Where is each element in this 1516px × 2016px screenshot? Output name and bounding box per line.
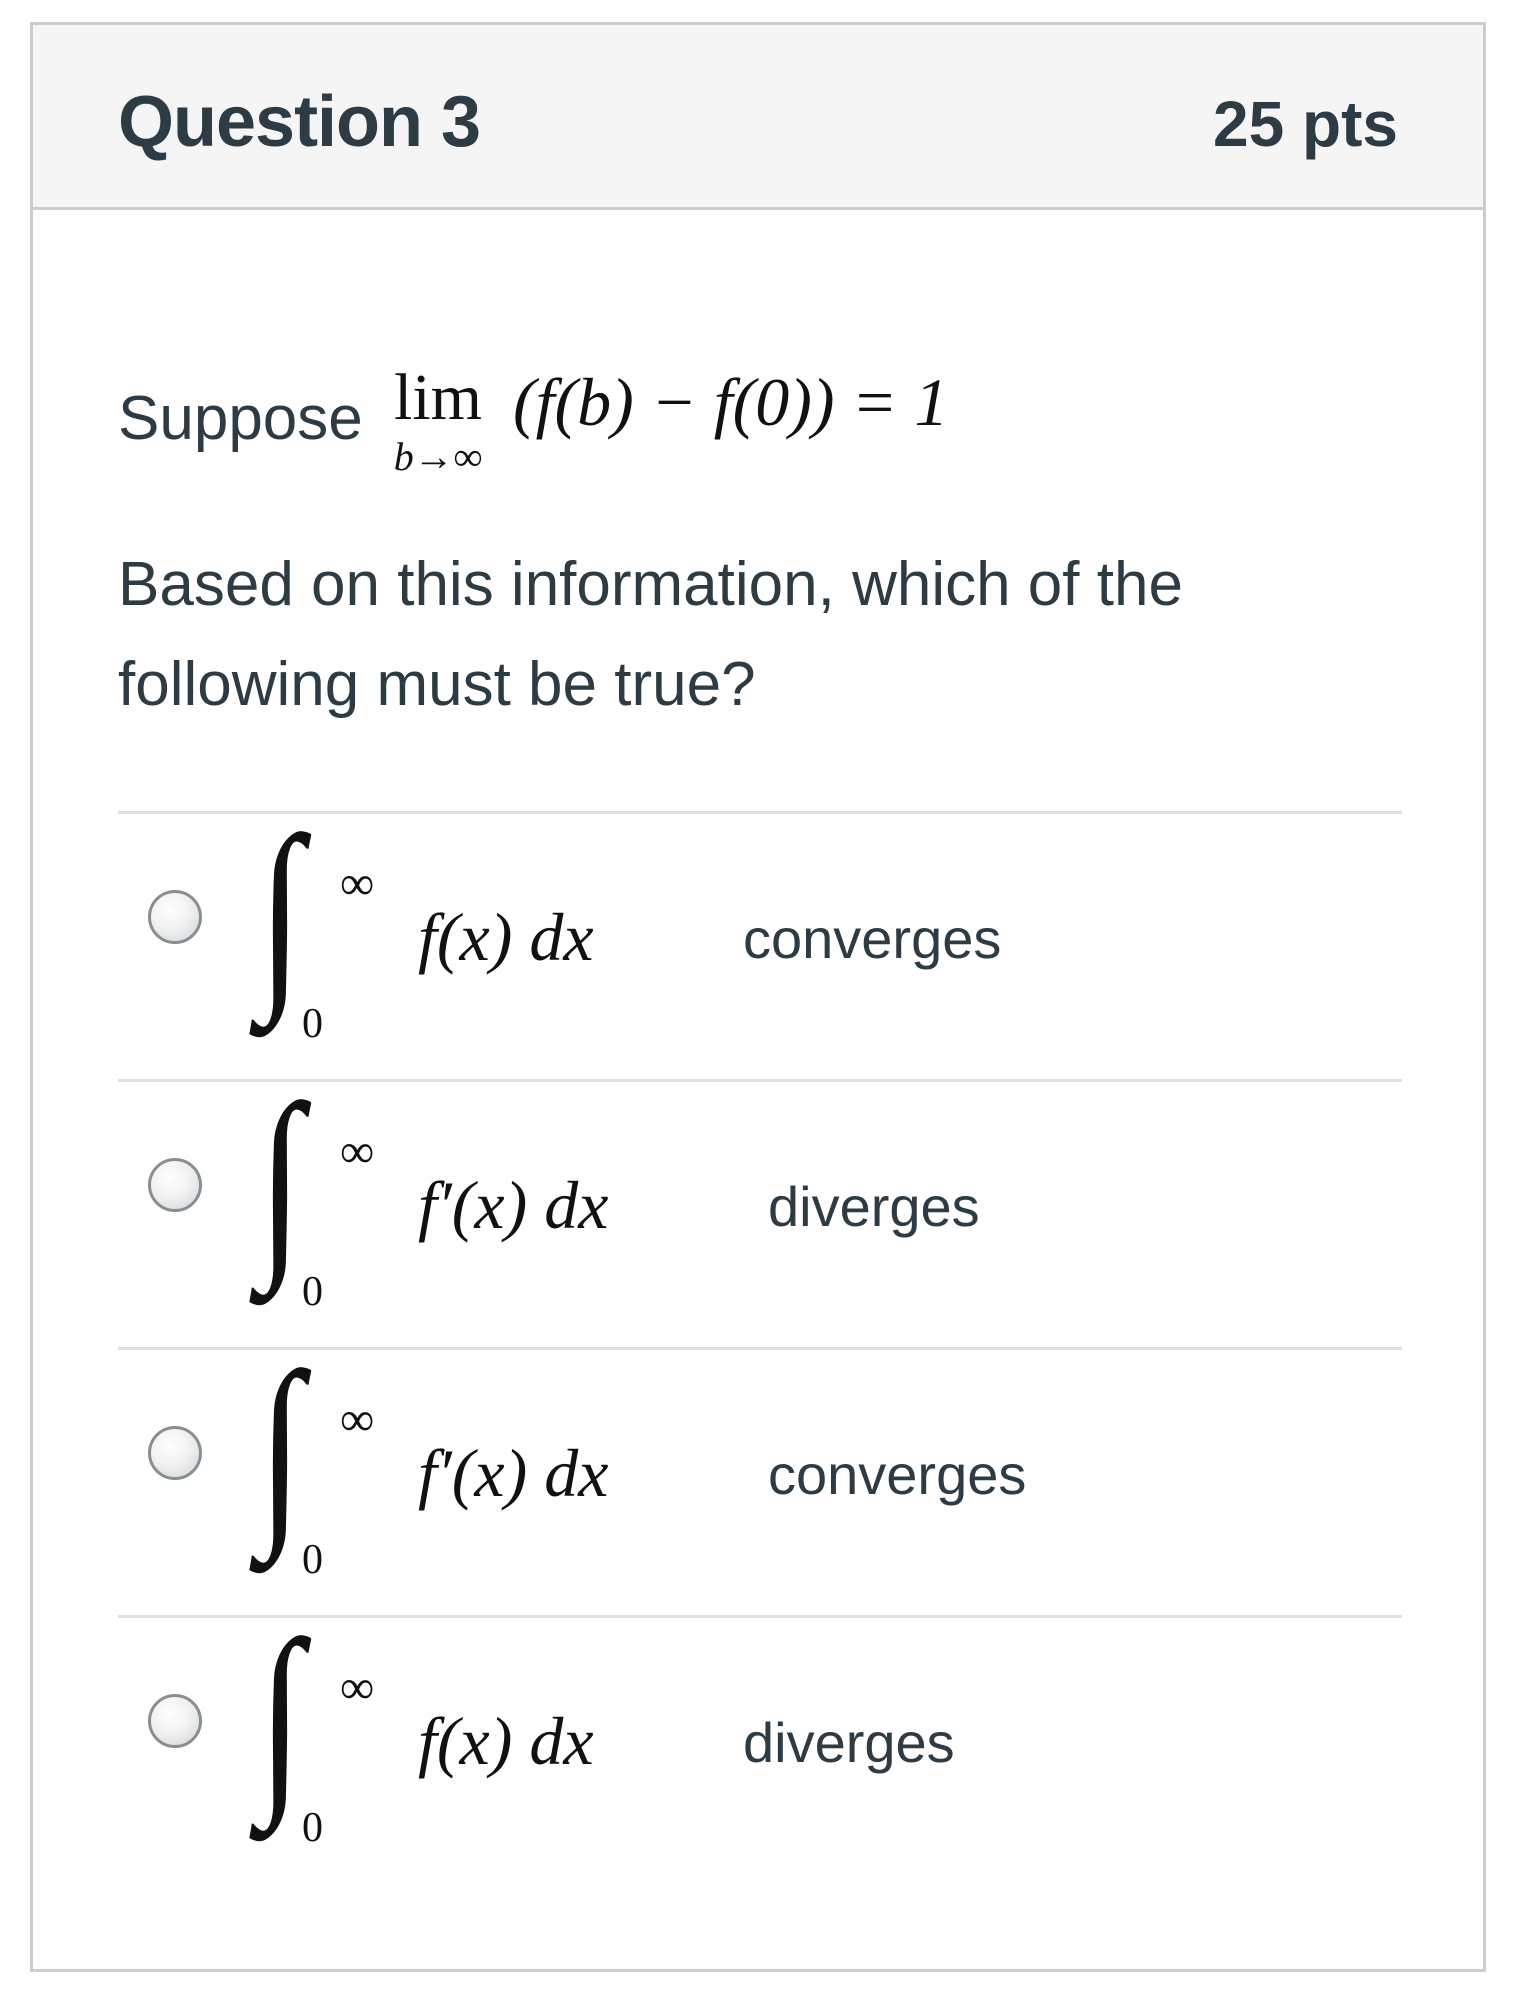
answer-list bbox=[118, 795, 1402, 1883]
radio-button[interactable] bbox=[148, 1158, 202, 1212]
radio-button[interactable] bbox=[148, 890, 202, 944]
integral-sign-icon: ∫ bbox=[258, 1331, 303, 1563]
integral-upper-limit: ∞ bbox=[340, 1393, 375, 1446]
question-card bbox=[30, 22, 1486, 1972]
integral-expression bbox=[258, 1063, 398, 1315]
answer-verdict: converges bbox=[743, 907, 1002, 970]
limit-expression: (f(b) − f(0)) = 1 bbox=[513, 364, 949, 440]
radio-button[interactable] bbox=[148, 1694, 202, 1748]
question-title: Question 3 bbox=[118, 82, 481, 162]
limit-subscript: b→∞ bbox=[393, 434, 483, 479]
answer-option-3[interactable] bbox=[118, 1331, 1402, 1615]
limit-operator bbox=[373, 361, 503, 481]
radio-button[interactable] bbox=[148, 1426, 202, 1480]
answer-option-2[interactable] bbox=[118, 1063, 1402, 1347]
answer-verdict: diverges bbox=[743, 1711, 955, 1774]
integral-expression bbox=[258, 1331, 398, 1583]
answer-option-1[interactable] bbox=[118, 795, 1402, 1079]
integral-sign-icon: ∫ bbox=[258, 795, 303, 1027]
question-prompt-line: Based on this information, which of the bbox=[118, 550, 1183, 619]
integral-upper-limit: ∞ bbox=[340, 1661, 375, 1714]
question-prompt-line: following must be true? bbox=[118, 650, 756, 719]
integral-lower-limit: 0 bbox=[302, 1537, 323, 1583]
question-prompt bbox=[118, 535, 1418, 735]
question-header bbox=[33, 25, 1483, 210]
answer-option-4[interactable] bbox=[118, 1599, 1402, 1883]
integrand: f′(x) dx bbox=[418, 1435, 609, 1511]
integral-lower-limit: 0 bbox=[302, 1001, 323, 1047]
question-points: 25 pts bbox=[1213, 88, 1398, 160]
integral-lower-limit: 0 bbox=[302, 1805, 323, 1851]
question-premise bbox=[118, 345, 1418, 495]
integrand: f(x) dx bbox=[418, 899, 594, 975]
integral-expression bbox=[258, 1599, 398, 1851]
integral-upper-limit: ∞ bbox=[340, 857, 375, 910]
integral-sign-icon: ∫ bbox=[258, 1599, 303, 1831]
answer-verdict: converges bbox=[768, 1443, 1027, 1506]
integrand: f(x) dx bbox=[418, 1703, 594, 1779]
limit-word: lim bbox=[393, 361, 482, 434]
integral-sign-icon: ∫ bbox=[258, 1063, 303, 1295]
integral-lower-limit: 0 bbox=[302, 1269, 323, 1315]
integral-expression bbox=[258, 795, 398, 1047]
premise-lead-text: Suppose bbox=[118, 384, 363, 453]
answer-verdict: diverges bbox=[768, 1175, 980, 1238]
integral-upper-limit: ∞ bbox=[340, 1125, 375, 1178]
integrand: f′(x) dx bbox=[418, 1167, 609, 1243]
